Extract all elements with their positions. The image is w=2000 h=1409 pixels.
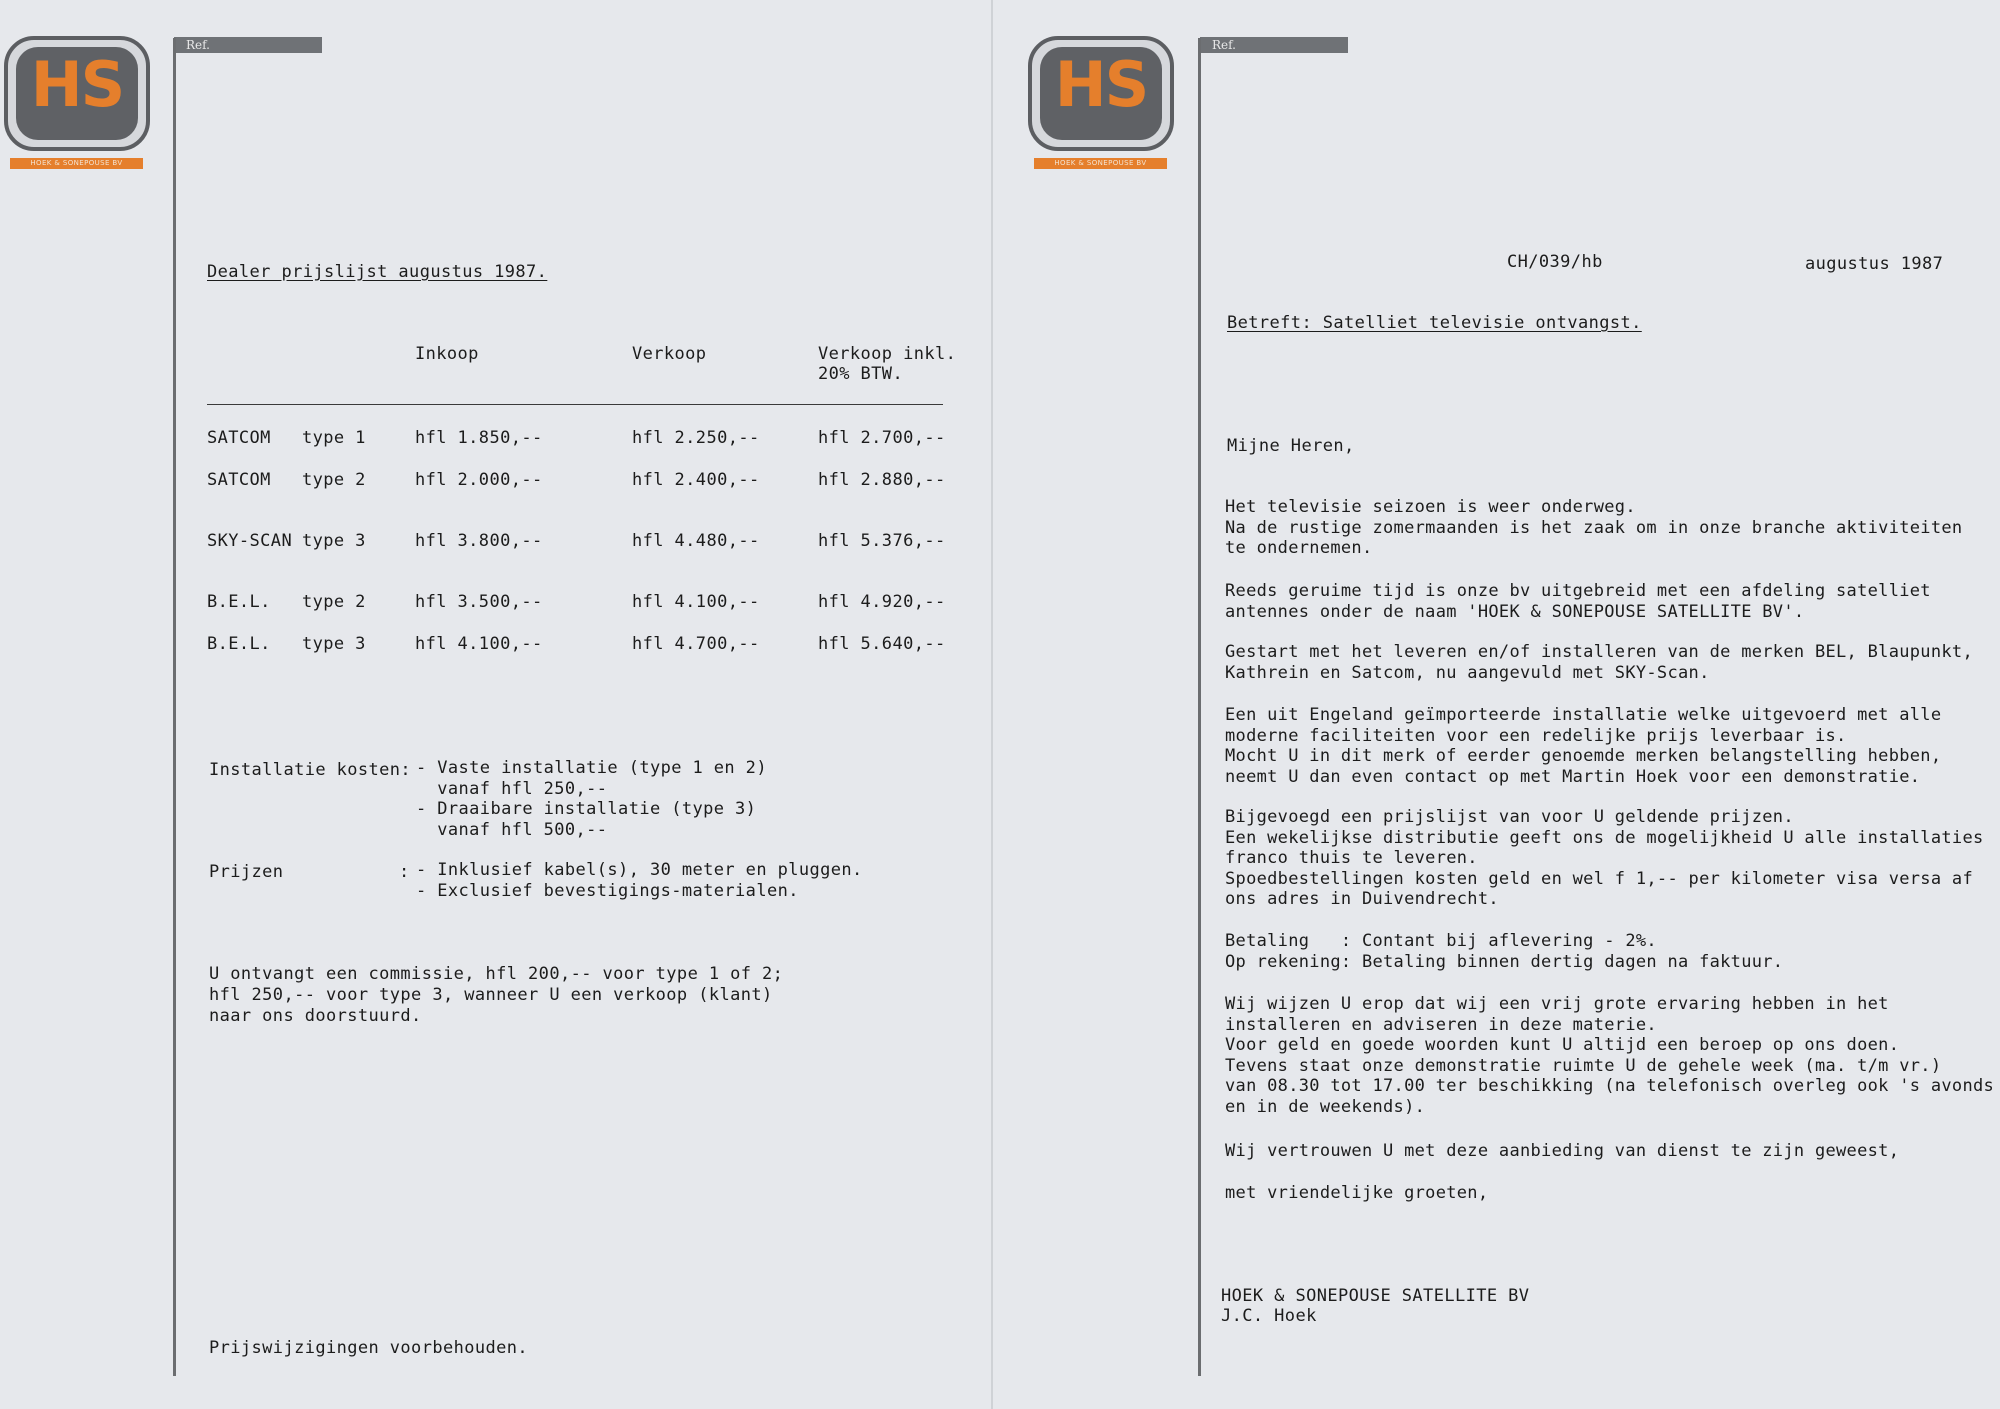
letter-paragraph: Het televisie seizoen is weer onderweg. Na de rustige zomermaanden is het zaak om in onze branche aktiviteiten te ondernemen. (1225, 497, 1963, 558)
row-brand: B.E.L. (207, 592, 271, 612)
letter-paragraph: Gestart met het leveren en/of installeren van de merken BEL, Blaupunkt, Kathrein en Satcom, nu aangevuld met SKY-Scan. (1225, 642, 1973, 683)
row-inkoop: hfl 3.500,-- (415, 592, 543, 612)
footer-note: Prijswijzigingen voorbehouden. (209, 1338, 529, 1358)
logo-company-band: HOEK & SONEPOUSE BV (10, 158, 143, 169)
company-logo (1028, 36, 1174, 172)
commission-line: hfl 250,-- voor type 3, wanneer U een verkoop (klant) (209, 985, 773, 1005)
price-list-page (0, 0, 991, 1409)
row-type: type 2 (302, 470, 366, 490)
row-type: type 3 (302, 531, 366, 551)
row-inkoop: hfl 2.000,-- (415, 470, 543, 490)
installatie-line: vanaf hfl 500,-- (416, 820, 608, 840)
ref-label: Ref. (174, 37, 322, 53)
row-type: type 3 (302, 634, 366, 654)
row-verkoop-incl: hfl 4.920,-- (818, 592, 946, 612)
row-verkoop-incl: hfl 5.640,-- (818, 634, 946, 654)
prijzen-line: - Exclusief bevestigings-materialen. (416, 881, 799, 901)
letter-paragraph: Bijgevoegd een prijslijst van voor U geldende prijzen. Een wekelijkse distributie geeft ons de mogelijkheid U alle installaties franco thuis te leveren. Spoedbestellingen kosten geld en wel f 1,-- per kilometer visa versa af ons adres in Duivendrecht. (1225, 807, 1984, 909)
logo-monogram: HS (30, 48, 124, 121)
signature-company: HOEK & SONEPOUSE SATELLITE BV (1221, 1286, 1530, 1306)
row-verkoop: hfl 2.250,-- (632, 428, 760, 448)
installatie-label: Installatie kosten: (209, 760, 412, 780)
reference-code: CH/039/hb (1507, 252, 1603, 272)
row-brand: SKY-SCAN (207, 531, 293, 551)
margin-rule (173, 38, 176, 1376)
signature-name: J.C. Hoek (1221, 1306, 1317, 1326)
row-type: type 1 (302, 428, 366, 448)
letter-paragraph: Betaling : Contant bij aflevering - 2%. Op rekening: Betaling binnen dertig dagen na faktuur. (1225, 931, 1784, 972)
company-logo (4, 36, 150, 172)
row-verkoop: hfl 4.700,-- (632, 634, 760, 654)
letter-date: augustus 1987 (1805, 254, 1944, 274)
ref-label: Ref. (1200, 37, 1348, 53)
prijzen-label: Prijzen (209, 862, 284, 882)
letter-subject: Betreft: Satelliet televisie ontvangst. (1227, 313, 1642, 333)
tv-logo-frame (1028, 36, 1174, 151)
logo-monogram: HS (1054, 48, 1148, 121)
row-inkoop: hfl 4.100,-- (415, 634, 543, 654)
salutation: Mijne Heren, (1227, 436, 1355, 456)
row-inkoop: hfl 1.850,-- (415, 428, 543, 448)
table-header-rule (207, 404, 943, 405)
col-header-btw: 20% BTW. (818, 364, 904, 384)
prijzen-line: - Inklusief kabel(s), 30 meter en pluggen. (416, 860, 863, 880)
row-verkoop-incl: hfl 2.880,-- (818, 470, 946, 490)
col-header-verkoop-incl: Verkoop inkl. (818, 344, 957, 364)
margin-rule (1198, 38, 1201, 1376)
installatie-line: - Vaste installatie (type 1 en 2) (416, 758, 767, 778)
row-verkoop-incl: hfl 5.376,-- (818, 531, 946, 551)
row-inkoop: hfl 3.800,-- (415, 531, 543, 551)
col-header-verkoop: Verkoop (632, 344, 707, 364)
tv-logo-frame (4, 36, 150, 151)
letter-paragraph: Reeds geruime tijd is onze bv uitgebreid met een afdeling satelliet antennes onder de naam 'HOEK & SONEPOUSE SATELLITE BV'. (1225, 581, 1931, 622)
row-verkoop: hfl 4.480,-- (632, 531, 760, 551)
row-brand: SATCOM (207, 428, 271, 448)
logo-company-band: HOEK & SONEPOUSE BV (1034, 158, 1167, 169)
commission-line: naar ons doorstuurd. (209, 1006, 422, 1026)
row-verkoop: hfl 2.400,-- (632, 470, 760, 490)
letter-paragraph: Wij vertrouwen U met deze aanbieding van dienst te zijn geweest, (1225, 1141, 1900, 1161)
letter-paragraph: Een uit Engeland geïmporteerde installatie welke uitgevoerd met alle moderne faciliteiten voor een redelijke prijs leverbaar is. Mocht U in dit merk of eerder genoemde merken belangstelling hebben, neemt U dan even contact op met Martin Hoek voor een demonstratie. (1225, 705, 1942, 787)
row-verkoop-incl: hfl 2.700,-- (818, 428, 946, 448)
installatie-line: - Draaibare installatie (type 3) (416, 799, 757, 819)
row-brand: SATCOM (207, 470, 271, 490)
row-brand: B.E.L. (207, 634, 271, 654)
page-title: Dealer prijslijst augustus 1987. (207, 262, 548, 282)
col-header-inkoop: Inkoop (415, 344, 479, 364)
letter-paragraph: Wij wijzen U erop dat wij een vrij grote ervaring hebben in het installeren en adviseren in deze materie. Voor geld en goede woorden kunt U altijd een beroep op ons doen. Tevens staat onze demonstratie ruimte U de gehele week (ma. t/m vr.) van 08.30 tot 17.00 ter beschikking (na telefonisch overleg ook 's avonds en in de weekends). (1225, 994, 1995, 1117)
commission-line: U ontvangt een commissie, hfl 200,-- voor type 1 of 2; (209, 964, 784, 984)
closing-line: met vriendelijke groeten, (1225, 1183, 1489, 1203)
row-type: type 2 (302, 592, 366, 612)
prijzen-colon: : (399, 862, 410, 882)
installatie-line: vanaf hfl 250,-- (416, 779, 608, 799)
cover-letter-page (993, 0, 2000, 1409)
row-verkoop: hfl 4.100,-- (632, 592, 760, 612)
